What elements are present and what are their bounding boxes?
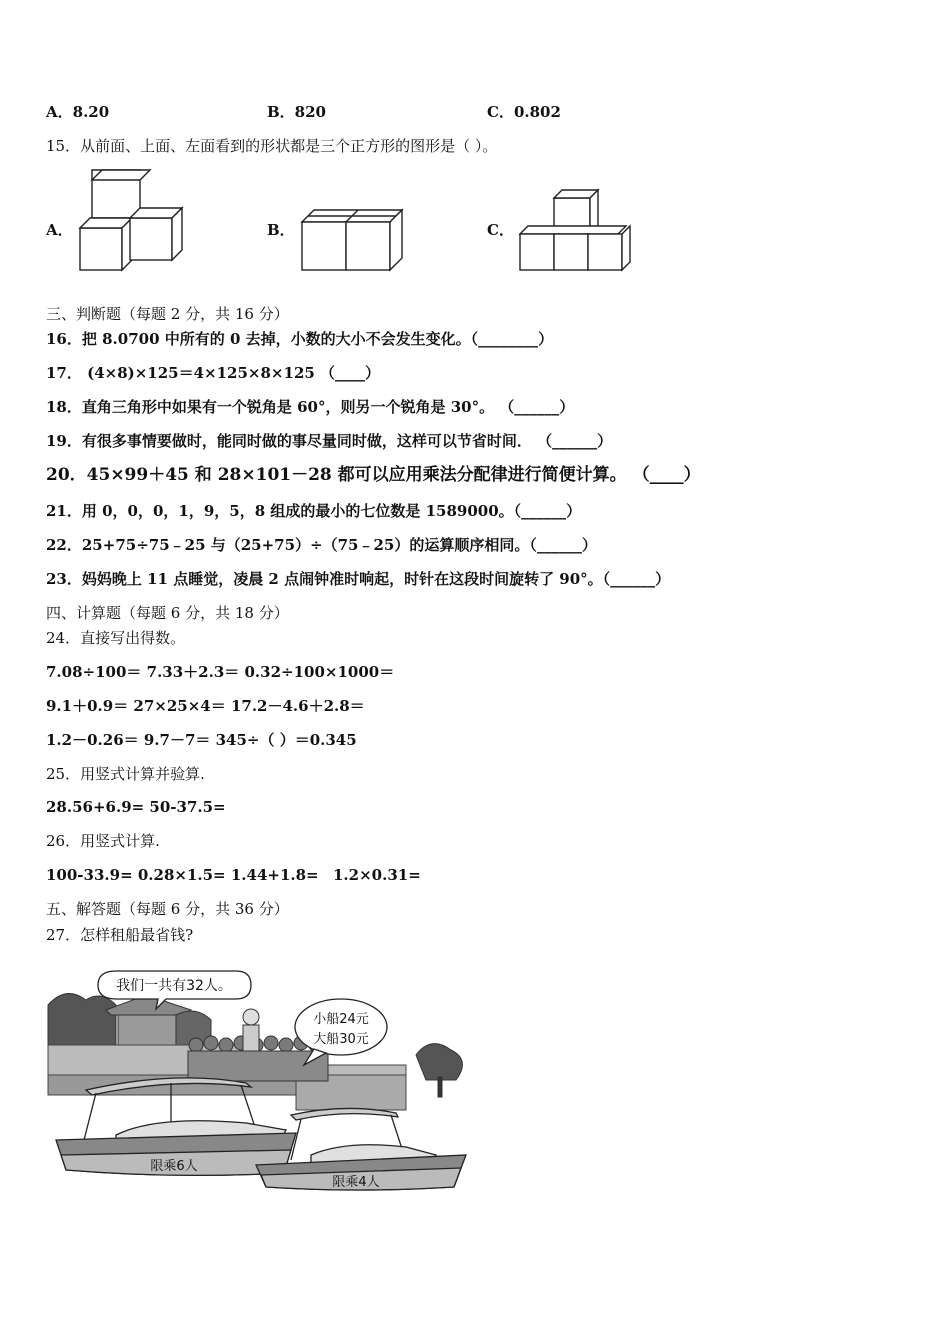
q15-stem: 15．从前面、上面、左面看到的形状都是三个正方形的图形是（ ）。	[46, 137, 498, 155]
section5-title: 五、解答题（每题 6 分，共 36 分）	[46, 900, 289, 918]
q16: 16．把 8.0700 中所有的 0 去掉，小数的大小不会发生变化。（________）	[46, 330, 554, 348]
price-big-text: 大船30元	[313, 1032, 369, 1047]
q14-option-a: A．8.20	[46, 103, 110, 121]
q26-row-a: 100-33.9= 0.28×1.5= 1.44+1.8=	[46, 866, 319, 884]
q15-label-c: C．	[487, 221, 514, 239]
boat1-label-text: 限乘6人	[150, 1159, 198, 1174]
q26-row-b: 1.2×0.31=	[333, 866, 421, 884]
bubble-people-text: 我们一共有32人。	[116, 978, 232, 994]
q14-option-b: B．820	[267, 103, 326, 121]
q24-row2: 9.1＋0.9＝ 27×25×4＝ 17.2－4.6＋2.8＝	[46, 697, 365, 715]
q18: 18．直角三角形中如果有一个锐角是 60°，则另一个锐角是 30°。 （______）	[46, 398, 575, 416]
section4-title: 四、计算题（每题 6 分，共 18 分）	[46, 604, 289, 622]
boat2-label-text: 限乘4人	[332, 1175, 380, 1190]
q15-figure-a	[78, 168, 188, 278]
section3-title: 三、判断题（每题 2 分，共 16 分）	[46, 305, 289, 323]
q15-figure-c	[516, 188, 636, 278]
q15-label-a: A．	[46, 221, 73, 239]
q27-boat-illustration	[46, 965, 476, 1195]
q20: 20．45×99＋45 和 28×101－28 都可以应用乘法分配律进行简便计算。 （____）	[46, 465, 701, 485]
q14-option-c: C．0.802	[487, 103, 561, 121]
q26-stem: 26．用竖式计算.	[46, 832, 160, 850]
q24-stem: 24．直接写出得数。	[46, 629, 186, 647]
q25-stem: 25．用竖式计算并验算.	[46, 765, 205, 783]
price-small-text: 小船24元	[313, 1012, 369, 1027]
q24-row3: 1.2－0.26＝ 9.7－7＝ 345÷（ ）＝0.345	[46, 731, 357, 749]
q15-label-b: B．	[267, 221, 295, 239]
q23: 23．妈妈晚上 11 点睡觉，凌晨 2 点闹钟准时响起，时针在这段时间旋转了 90°。（______）	[46, 570, 671, 588]
q19: 19．有很多事情要做时，能同时做的事尽量同时做，这样可以节省时间． （______）	[46, 432, 613, 450]
q17: 17． (4×8)×125＝4×125×8×125 （____）	[46, 364, 381, 382]
q27-stem: 27．怎样租船最省钱?	[46, 926, 194, 944]
q15-figure-b	[298, 206, 408, 276]
q24-row1: 7.08÷100＝ 7.33＋2.3＝ 0.32÷100×1000＝	[46, 663, 395, 681]
q21: 21．用 0，0，0，1，9，5，8 组成的最小的七位数是 1589000。（______）	[46, 502, 582, 520]
q22: 22．25+75÷75﹣25 与（25+75）÷（75﹣25）的运算顺序相同。（______）	[46, 536, 597, 554]
q25-row: 28.56+6.9= 50-37.5=	[46, 798, 226, 816]
